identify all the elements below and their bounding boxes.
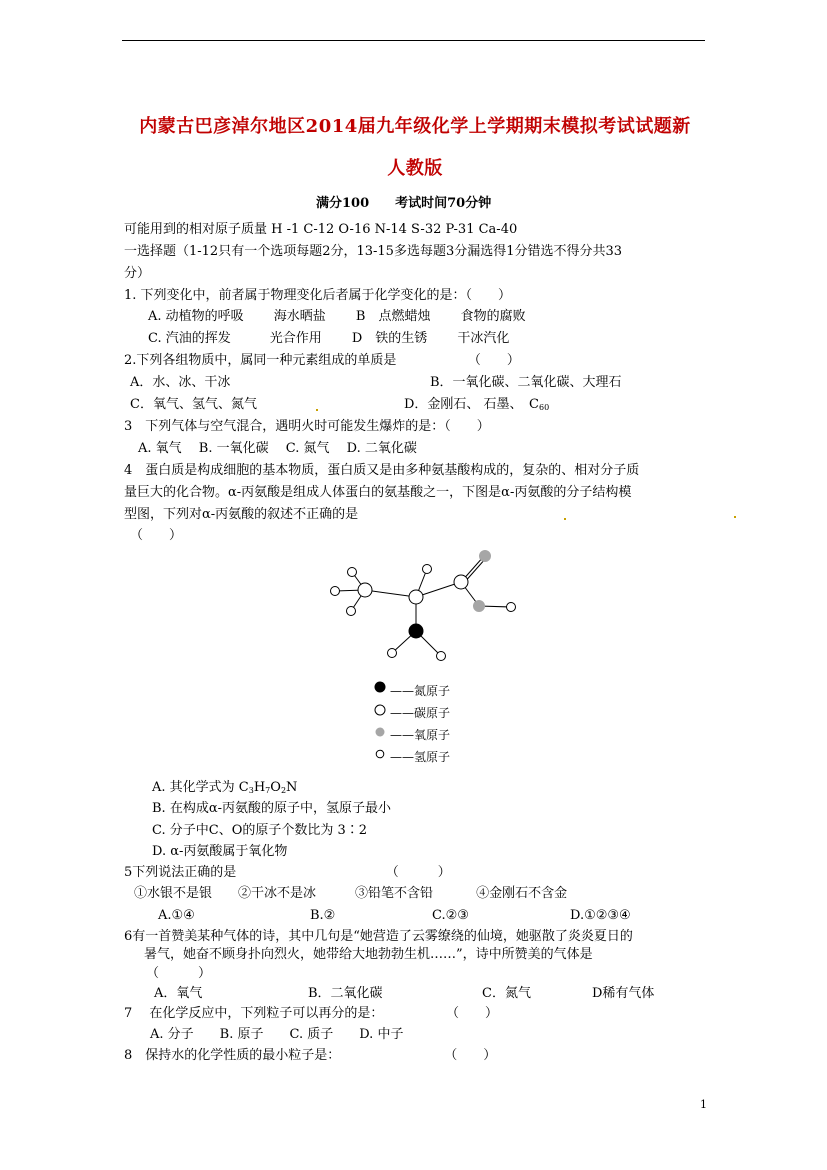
q6-option-c: C．氮气 xyxy=(482,986,531,1001)
q5-statements: ①水银不是银 ②干冰不是冰 ③铅笔不含铅 ④金刚石不含金 xyxy=(134,886,568,901)
carbon-atom xyxy=(358,583,372,597)
legend-nitrogen-label: ——氮原子 xyxy=(390,684,451,698)
q5-option-a: A.①④ xyxy=(158,908,195,923)
hydrogen-atom xyxy=(347,607,356,616)
page-number: 1 xyxy=(700,1098,707,1111)
q3-options: A. 氧气 B. 一氧化碳 C. 氮气 D. 二氧化碳 xyxy=(138,441,417,456)
q5-option-c: C.②③ xyxy=(432,908,469,923)
section-header-line1: 一选择题（1-12只有一个选项每题2分，13-15多选每题3分漏选得1分错选不得分共33 xyxy=(124,244,623,259)
legend-hydrogen-icon xyxy=(374,748,386,760)
carbon-atom xyxy=(454,575,468,589)
q2-stem: 2.下列各组物质中，属同一种元素组成的单质是 （ ） xyxy=(124,353,520,368)
q2-option-b: B．一氧化碳、二氧化碳、大理石 xyxy=(430,375,622,390)
q4-option-a: A. 其化学式为 $C_3H_7O_2N$ xyxy=(152,780,298,795)
doc-title-line1: 内蒙古巴彦淖尔地区2014届九年级化学上学期期末模拟考试试题新 xyxy=(139,116,691,137)
stray-dot xyxy=(564,518,566,520)
q4-option-c: C. 分子中C、O的原子个数比为 3∶2 xyxy=(152,823,368,838)
legend-oxygen-icon xyxy=(373,725,387,739)
q2-option-a: A．水、冰、干冰 xyxy=(130,375,231,390)
legend-hydrogen-label: ——氢原子 xyxy=(390,750,451,764)
hydrogen-atom xyxy=(423,565,432,574)
q4-line1: 4 蛋白质是构成细胞的基本物质，蛋白质又是由多种氨基酸构成的，复杂的、相对分子质 xyxy=(124,463,640,478)
q6-option-a: A．氧气 xyxy=(154,986,203,1001)
legend-carbon-icon xyxy=(373,703,387,717)
q1-stem: 1. 下列变化中，前者属于物理变化后者属于化学变化的是：（ ） xyxy=(124,288,512,303)
section-header-line2: 分） xyxy=(124,266,151,281)
carbon-atom xyxy=(409,590,423,604)
q2-option-c: C．氧气、氢气、氮气 xyxy=(130,397,257,412)
q6-line1: 6有一首赞美某种气体的诗，其中几句是“她营造了云雾缭绕的仙境，她驱散了炎炎夏日的 xyxy=(124,929,633,944)
alanine-molecule-diagram xyxy=(320,545,530,670)
hydrogen-atom xyxy=(388,649,397,658)
q6-option-b: B．二氧化碳 xyxy=(308,986,383,1001)
legend-oxygen-label: ——氧原子 xyxy=(390,728,451,742)
nitrogen-atom xyxy=(409,624,423,638)
oxygen-atom xyxy=(480,551,491,562)
q5-stem: 5下列说法正确的是 （ ） xyxy=(124,865,451,880)
q7-options: A. 分子 B. 原子 C. 质子 D. 中子 xyxy=(150,1027,404,1042)
q6-line2: 暑气，她奋不顾身扑向烈火，她带给大地勃勃生机……”，诗中所赞美的气体是 xyxy=(144,947,593,962)
hydrogen-atom xyxy=(437,652,446,661)
legend-nitrogen-icon xyxy=(373,680,387,694)
q2-option-d: D．金刚石、 石墨、 $C_{60}$ xyxy=(404,397,550,412)
doc-title-line2: 人教版 xyxy=(387,158,443,179)
q4-option-b: B. 在构成α-丙氨酸的原子中，氢原子最小 xyxy=(152,801,391,816)
q4-line2: 量巨大的化合物。α-丙氨酸是组成人体蛋白的氨基酸之一，下图是α-丙氨酸的分子结构模 xyxy=(124,485,632,500)
header-rule xyxy=(122,40,705,41)
hydrogen-atom xyxy=(507,603,516,612)
q7-stem: 7 在化学反应中，下列粒子可以再分的是： （ ） xyxy=(124,1006,499,1021)
q1-options-row1: A. 动植物的呼吸 海水晒盐 B 点燃蜡烛 食物的腐败 xyxy=(148,309,526,324)
exam-info: 满分100 考试时间70分钟 xyxy=(316,196,492,211)
oxygen-atom xyxy=(474,601,485,612)
q4-option-d: D. α-丙氨酸属于氧化物 xyxy=(152,844,288,859)
hydrogen-atom xyxy=(348,568,357,577)
atomic-masses: 可能用到的相对原子质量 H -1 C-12 O-16 N-14 S-32 P-31 Ca-40 xyxy=(124,222,518,237)
q6-option-d: D稀有气体 xyxy=(592,986,655,1001)
stray-dot xyxy=(316,409,318,411)
q6-paren: （ ） xyxy=(146,966,212,981)
q4-line3: 型图，下列对α-丙氨酸的叙述不正确的是 xyxy=(124,507,359,522)
legend-carbon-label: ——碳原子 xyxy=(390,706,451,720)
stray-dot xyxy=(734,516,736,518)
q5-option-b: B.② xyxy=(310,908,336,923)
q4-paren: （ ） xyxy=(130,528,183,543)
q3-stem: 3 下列气体与空气混合，遇明火时可能发生爆炸的是：（ ） xyxy=(124,419,490,434)
q5-option-d: D.①②③④ xyxy=(570,908,631,923)
hydrogen-atom xyxy=(331,587,340,596)
q8-stem: 8 保持水的化学性质的最小粒子是： （ ） xyxy=(124,1048,497,1063)
q1-options-row2: C. 汽油的挥发 光合作用 D 铁的生锈 干冰汽化 xyxy=(148,331,510,346)
